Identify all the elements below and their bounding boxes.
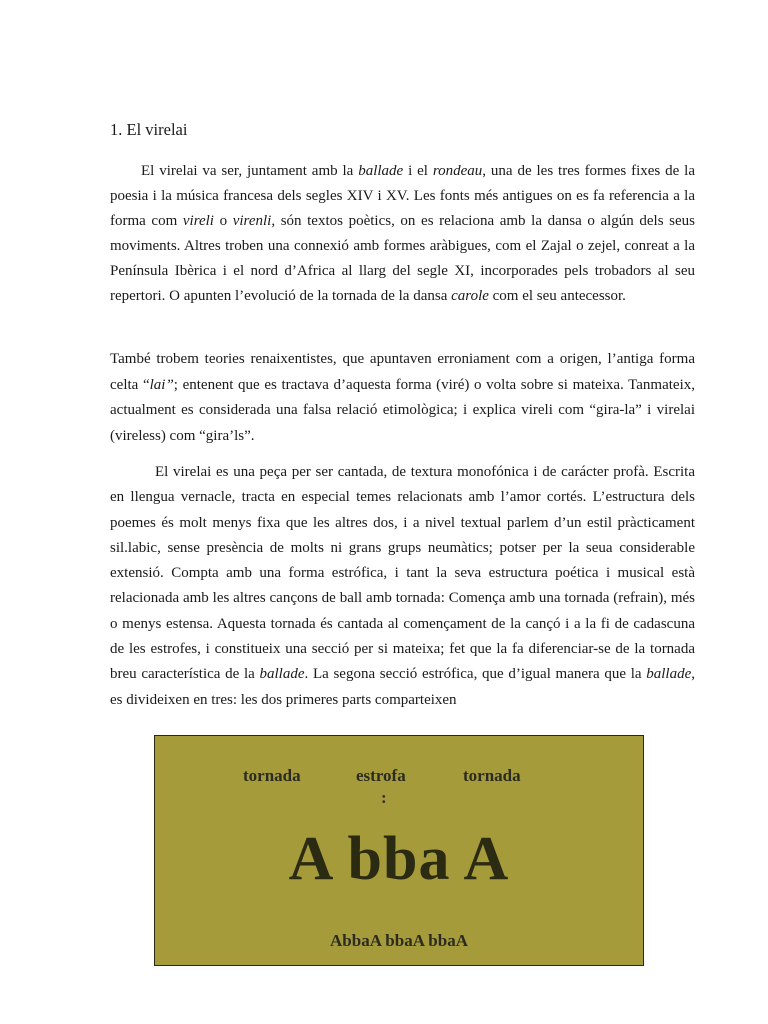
p3-text-e: , es divideixen en tres: les dos primeres parts comparteixen xyxy=(110,666,695,708)
p1-text-e: , una de les tres formes fixes de la poesia i la música francesa dels segles XIV i XV. Les fonts més antigues on es fa referencia a la forma com xyxy=(110,163,695,229)
p1-rondeau: rondeau xyxy=(432,163,483,179)
p1-carole: carole xyxy=(451,288,489,304)
diagram-label-estrofa: estrofa xyxy=(356,766,406,785)
p3-ballade-2: ballade xyxy=(646,666,692,683)
diagram-label-tornada-right: tornada xyxy=(463,766,521,785)
p1-text-c: i el xyxy=(403,163,433,179)
paragraph-1 xyxy=(110,159,695,309)
p1-ballade: ballade xyxy=(358,163,404,179)
p3-text-a: El virelai es una peça per ser cantada, de textura monofónica i de carácter profà. Escrita en llengua vernacle, tracta en especial temes relacionats amb l’amor cortés. L’estructura dels poemes és molt menys fixa que les altres dos, i a nivel textual parlem d’un estil pràcticament sil.labic, sense presència de molts ni grans grups neumàtics; potser per la seua considerable extensió. Compta amb una forma estrófica, i tant la seva estructura poética i musical està relacionada amb les altres cançons de ball amb tornada: Comença amb una tornada (refrain), més o menys estensa. Aquesta tornada és cantada al començament de la cançó i a la fi de cadascuna de les estrofes, i constitueix una secció per si mateixa; fet que la fa diferenciar-se de la tornada breu característica de la xyxy=(110,464,695,683)
p3-text-c: . La segona secció estrófica, que d’igual manera que la xyxy=(304,666,647,683)
p2-text-c: ; entenent que es tractava d’aquesta forma (viré) o volta sobre si mateixa. Tanmateix, actualment es considerada una falsa relació etimològica; i explica vireli com “gira-la” i virelai (vireless) com “gira’ls”. xyxy=(110,376,695,444)
p3-ballade-1: ballade xyxy=(259,666,305,683)
p1-vireli: vireli xyxy=(182,213,214,229)
paragraph-2 xyxy=(110,347,695,449)
paragraph-3 xyxy=(110,460,695,713)
diagram-label-colon: : xyxy=(381,788,387,807)
p1-text-a: El virelai va ser, juntament amb la xyxy=(141,163,359,179)
section-heading: 1. El virelai xyxy=(110,120,188,139)
p1-virenli: virenli xyxy=(232,213,272,229)
virelai-form-diagram xyxy=(154,735,644,966)
p1-text-k: com el seu antecessor. xyxy=(488,288,626,304)
diagram-label-tornada-left: tornada xyxy=(243,766,301,785)
p1-text-g: o xyxy=(213,213,233,229)
diagram-formula: A bba A xyxy=(288,825,510,893)
p2-text-a: També trobem teories renaixentistes, que apuntaven erroniament com a origen, l’antiga forma celta “ xyxy=(110,351,695,393)
p2-lai: lai” xyxy=(149,376,174,393)
p1-text-i: , són textos poètics, on es relaciona amb la dansa o algún dels seus moviments. Altres troben una connexió amb formes aràbigues, com el Zajal o zejel, conreat a la Península Ibèrica i el nord d’Africa al llarg del segle XI, incorporades pels trobadors al seu repertori. O apunten l’evolució de la tornada de la dansa xyxy=(110,213,696,304)
diagram-sequence: AbbaA bbaA bbaA xyxy=(330,931,468,950)
